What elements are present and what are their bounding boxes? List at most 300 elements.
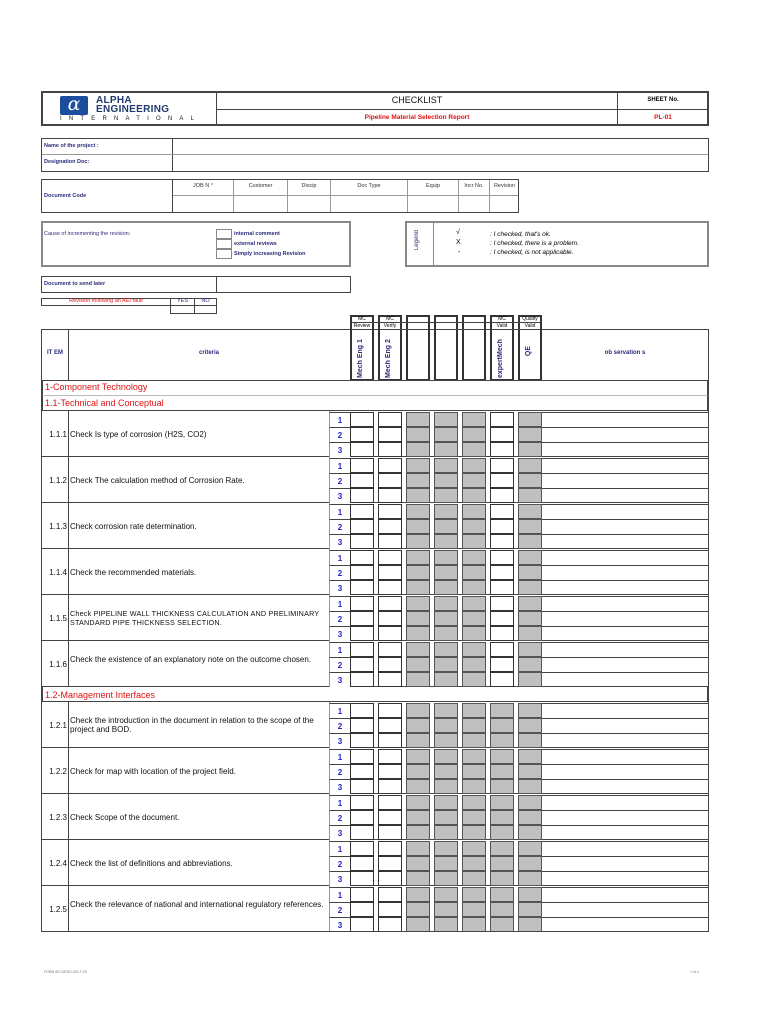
mech-eng2-cell[interactable]	[378, 442, 402, 457]
expert-mech-cell[interactable]	[490, 412, 514, 427]
qe-cell	[518, 442, 542, 457]
blank1-cell	[406, 412, 430, 427]
qe-cell	[518, 596, 542, 611]
observations-cell[interactable]	[542, 611, 708, 626]
blank2-cell	[434, 795, 458, 810]
observations-cell[interactable]	[542, 412, 708, 427]
mech-eng2-cell[interactable]	[378, 795, 402, 810]
observations-cell[interactable]	[542, 733, 708, 748]
blank2-cell	[434, 565, 458, 580]
mech-eng2-cell[interactable]	[378, 519, 402, 534]
expert-mech-cell[interactable]	[490, 611, 514, 626]
footer-page: 1 of 4	[690, 970, 699, 974]
observations-cell[interactable]	[542, 887, 708, 902]
blank1-cell	[406, 733, 430, 748]
item-criteria: Check corrosion rate determination.	[70, 522, 197, 531]
blank3-cell	[462, 488, 486, 503]
project-name-label: Name of the project :	[44, 143, 99, 149]
mech-eng1-cell[interactable]	[350, 550, 374, 565]
qe-cell	[518, 458, 542, 473]
mech-eng1-cell[interactable]	[350, 427, 374, 442]
mech-eng1-cell[interactable]	[350, 580, 374, 595]
checkbox-internal-comment[interactable]	[216, 229, 232, 239]
col-observations-label: ob servation s	[604, 350, 646, 356]
mech-eng2-cell[interactable]	[378, 488, 402, 503]
blank1-cell	[406, 519, 430, 534]
blank1-cell	[406, 657, 430, 672]
mech-eng2-cell[interactable]	[378, 550, 402, 565]
item-id: 1.2.3	[49, 813, 67, 822]
revision-cause-box	[41, 221, 351, 267]
col-mech-eng1-label: Mech Eng 1	[357, 339, 364, 378]
blank2-cell	[434, 473, 458, 488]
aei-fault-yes-field[interactable]	[171, 306, 194, 313]
blank2-cell	[434, 810, 458, 825]
mech-eng1-cell[interactable]	[350, 519, 374, 534]
mech-eng1-cell[interactable]	[350, 733, 374, 748]
blank1-cell	[406, 795, 430, 810]
observations-cell[interactable]	[542, 565, 708, 580]
observations-cell[interactable]	[542, 856, 708, 871]
mc-valid-top: MC	[498, 316, 506, 322]
blank1-cell	[406, 473, 430, 488]
blank3-cell	[462, 703, 486, 718]
blank3-cell	[462, 672, 486, 687]
expert-mech-cell[interactable]	[490, 642, 514, 657]
observations-cell[interactable]	[542, 841, 708, 856]
expert-mech-cell	[490, 902, 514, 917]
qe-cell	[518, 749, 542, 764]
mech-eng2-cell[interactable]	[378, 626, 402, 641]
project-name-field[interactable]	[173, 139, 708, 154]
observations-cell[interactable]	[542, 810, 708, 825]
mech-eng2-cell[interactable]	[378, 764, 402, 779]
sheet-value: PL-01	[654, 114, 672, 121]
sub-row-number: 2	[329, 718, 350, 733]
mech-eng1-cell[interactable]	[350, 795, 374, 810]
option-simply-increasing: Simply increasing Revision	[234, 251, 306, 257]
blank3-cell	[462, 871, 486, 886]
blank2-cell	[434, 703, 458, 718]
blank3-cell	[462, 565, 486, 580]
checkbox-external-reviews[interactable]	[216, 239, 232, 249]
mech-eng2-cell[interactable]	[378, 427, 402, 442]
blank3-cell	[462, 626, 486, 641]
blank3-cell	[462, 718, 486, 733]
mech-eng2-cell[interactable]	[378, 825, 402, 840]
expert-mech-cell[interactable]	[490, 596, 514, 611]
mech-eng1-cell[interactable]	[350, 856, 374, 871]
observations-cell[interactable]	[542, 580, 708, 595]
blank3-cell	[462, 749, 486, 764]
blank2-cell	[434, 596, 458, 611]
sub-row-number: 2	[329, 764, 350, 779]
checkbox-simply-increasing[interactable]	[216, 249, 232, 259]
mech-eng1-cell[interactable]	[350, 596, 374, 611]
observations-cell[interactable]	[542, 718, 708, 733]
observations-cell[interactable]	[542, 473, 708, 488]
mech-eng1-cell[interactable]	[350, 917, 374, 932]
blank3-cell	[462, 856, 486, 871]
blank2-cell	[434, 825, 458, 840]
mech-eng2-cell[interactable]	[378, 596, 402, 611]
sub-row-number: 3	[329, 580, 350, 595]
doc-code-col-discip: Discip	[301, 183, 317, 189]
mech-eng1-cell[interactable]	[350, 458, 374, 473]
blank3-cell	[462, 550, 486, 565]
blank1-cell	[406, 626, 430, 641]
blank2-cell	[434, 534, 458, 549]
mech-eng1-cell[interactable]	[350, 534, 374, 549]
sub-row-number: 1	[329, 749, 350, 764]
mech-eng2-cell[interactable]	[378, 580, 402, 595]
sub-row-number: 3	[329, 917, 350, 932]
mech-eng2-cell[interactable]	[378, 779, 402, 794]
mech-eng1-cell[interactable]	[350, 718, 374, 733]
col-criteria-label: criteria	[198, 350, 219, 356]
observations-cell[interactable]	[542, 596, 708, 611]
sub-row-number: 1	[329, 642, 350, 657]
mech-eng1-cell[interactable]	[350, 412, 374, 427]
expert-mech-cell[interactable]	[490, 626, 514, 641]
mech-eng2-cell[interactable]	[378, 565, 402, 580]
mech-eng2-cell[interactable]	[378, 412, 402, 427]
mech-eng1-cell[interactable]	[350, 871, 374, 886]
expert-mech-cell[interactable]	[490, 550, 514, 565]
qe-cell	[518, 550, 542, 565]
observations-cell[interactable]	[542, 626, 708, 641]
doc-code-customer-field[interactable]	[234, 196, 287, 212]
blank2-cell	[434, 642, 458, 657]
blank2-cell	[434, 504, 458, 519]
observations-cell[interactable]	[542, 488, 708, 503]
mech-eng1-cell[interactable]	[350, 749, 374, 764]
observations-cell[interactable]	[542, 871, 708, 886]
mc-verify-top: MC	[386, 316, 394, 322]
blank3-cell	[462, 657, 486, 672]
mech-eng1-cell[interactable]	[350, 841, 374, 856]
qe-cell	[518, 917, 542, 932]
qe-cell	[518, 856, 542, 871]
item-id: 1.2.1	[49, 721, 67, 730]
qe-cell	[518, 473, 542, 488]
qe-cell	[518, 412, 542, 427]
item-criteria: Check the introduction in the document in relation to the scope of the project and BOD.	[70, 716, 314, 734]
doc-code-discip-field[interactable]	[288, 196, 330, 212]
sub-row-number: 1	[329, 550, 350, 565]
col-mech-eng2-label: Mech Eng 2	[385, 339, 392, 378]
doc-code-job-field[interactable]	[173, 196, 233, 212]
blank2-cell	[434, 856, 458, 871]
blank1-cell	[406, 810, 430, 825]
blank1-cell	[406, 611, 430, 626]
sub-row-number: 1	[329, 703, 350, 718]
legend-symbol-na: -	[458, 249, 461, 256]
doc-code-col-revision: Revision	[493, 183, 516, 189]
legend-title: Legend	[414, 230, 420, 251]
observations-cell[interactable]	[542, 427, 708, 442]
mech-eng2-cell[interactable]	[378, 703, 402, 718]
aei-fault-no-label: NO	[201, 298, 210, 304]
mech-eng1-cell[interactable]	[350, 488, 374, 503]
blank2-cell	[434, 458, 458, 473]
qe-cell	[518, 764, 542, 779]
footer-form-code: FORM AEI-DESD-001 F-00	[44, 970, 87, 974]
item-id: 1.1.6	[49, 660, 67, 669]
mech-eng1-cell[interactable]	[350, 504, 374, 519]
expert-mech-cell[interactable]	[490, 672, 514, 687]
expert-mech-cell[interactable]	[490, 458, 514, 473]
blank1-cell	[406, 887, 430, 902]
option-external-reviews: external reviews	[234, 241, 277, 247]
expert-mech-cell[interactable]	[490, 565, 514, 580]
blank2-cell	[434, 657, 458, 672]
observations-cell[interactable]	[542, 534, 708, 549]
blank3-cell	[462, 917, 486, 932]
blank3-cell	[462, 442, 486, 457]
blank2-cell	[434, 519, 458, 534]
item-id: 1.2.4	[49, 859, 67, 868]
document-code-label: Document Code	[44, 193, 87, 199]
mech-eng2-cell[interactable]	[378, 733, 402, 748]
logo-line3: INTERNATIONAL	[60, 116, 202, 122]
expert-mech-cell[interactable]	[490, 534, 514, 549]
expert-mech-cell	[490, 825, 514, 840]
mech-eng2-cell[interactable]	[378, 718, 402, 733]
sub-row-number: 3	[329, 442, 350, 457]
observations-cell[interactable]	[542, 672, 708, 687]
blank1-cell	[406, 672, 430, 687]
expert-mech-cell[interactable]	[490, 519, 514, 534]
legend-text-na: : I checked, is not applicable.	[490, 249, 574, 256]
mech-eng2-cell[interactable]	[378, 657, 402, 672]
sub-row-number: 2	[329, 657, 350, 672]
doc-code-col-job: JOB N °	[193, 183, 213, 189]
item-id: 1.1.2	[49, 476, 67, 485]
mech-eng1-cell[interactable]	[350, 611, 374, 626]
item-criteria: Check The calculation method of Corrosion Rate.	[70, 476, 245, 485]
qe-cell	[518, 703, 542, 718]
aei-fault-yes-label: YES	[176, 298, 188, 304]
mech-eng2-cell[interactable]	[378, 841, 402, 856]
observations-cell[interactable]	[542, 504, 708, 519]
observations-cell[interactable]	[542, 550, 708, 565]
expert-mech-cell	[490, 779, 514, 794]
sub-row-number: 2	[329, 856, 350, 871]
blank1-cell	[406, 458, 430, 473]
mech-eng2-cell[interactable]	[378, 902, 402, 917]
blank3-cell	[462, 427, 486, 442]
observations-cell[interactable]	[542, 442, 708, 457]
mech-eng2-cell[interactable]	[378, 749, 402, 764]
qe-cell	[518, 504, 542, 519]
sheet-label: SHEET No.	[647, 97, 679, 103]
observations-cell[interactable]	[542, 703, 708, 718]
logo-line1: ALPHA	[96, 95, 132, 106]
expert-mech-cell[interactable]	[490, 580, 514, 595]
expert-mech-cell[interactable]	[490, 488, 514, 503]
qe-cell	[518, 611, 542, 626]
blank3-cell	[462, 596, 486, 611]
sub-row-number: 3	[329, 672, 350, 687]
mech-eng2-cell[interactable]	[378, 473, 402, 488]
mech-eng2-cell[interactable]	[378, 504, 402, 519]
mech-eng2-cell[interactable]	[378, 917, 402, 932]
section-component-technology: 1-Component Technology	[42, 380, 708, 396]
blank1-cell	[406, 718, 430, 733]
expert-mech-cell	[490, 764, 514, 779]
sub-row-number: 2	[329, 810, 350, 825]
mech-eng2-cell[interactable]	[378, 871, 402, 886]
expert-mech-cell	[490, 887, 514, 902]
item-criteria: Check PIPELINE WALL THICKNESS CALCULATION AND PRELIMINARY STANDARD PIPE THICKNESS SELECTION.	[70, 609, 320, 627]
observations-cell[interactable]	[542, 764, 708, 779]
blank1-cell	[406, 580, 430, 595]
doc-code-doctype-field[interactable]	[331, 196, 407, 212]
blank2-cell	[434, 902, 458, 917]
mech-eng2-cell[interactable]	[378, 458, 402, 473]
expert-mech-cell[interactable]	[490, 504, 514, 519]
observations-cell[interactable]	[542, 902, 708, 917]
mech-eng1-cell[interactable]	[350, 902, 374, 917]
legend-symbol-problem: X	[456, 239, 461, 246]
doc-code-col-equip: Equip	[425, 183, 441, 189]
qe-cell	[518, 795, 542, 810]
blank1-cell	[406, 596, 430, 611]
observations-cell[interactable]	[542, 917, 708, 932]
mech-eng2-cell[interactable]	[378, 642, 402, 657]
blank3-cell	[462, 504, 486, 519]
mech-eng1-cell[interactable]	[350, 657, 374, 672]
sub-row-number: 3	[329, 825, 350, 840]
mech-eng1-cell[interactable]	[350, 672, 374, 687]
mech-eng1-cell[interactable]	[350, 825, 374, 840]
blank3-cell	[462, 642, 486, 657]
mech-eng2-cell[interactable]	[378, 534, 402, 549]
blank2-cell	[434, 427, 458, 442]
blank2-cell	[434, 488, 458, 503]
item-id: 1.1.1	[49, 430, 67, 439]
mech-eng1-cell[interactable]	[350, 626, 374, 641]
expert-mech-cell[interactable]	[490, 442, 514, 457]
doc-code-revision-field[interactable]	[490, 196, 518, 212]
observations-cell[interactable]	[542, 795, 708, 810]
send-later-field[interactable]	[217, 277, 350, 292]
page-subtitle: Pipeline Material Selection Report	[364, 114, 470, 121]
observations-cell[interactable]	[542, 749, 708, 764]
expert-mech-cell	[490, 856, 514, 871]
blank3-cell	[462, 779, 486, 794]
expert-mech-cell[interactable]	[490, 427, 514, 442]
expert-mech-cell	[490, 871, 514, 886]
qe-cell	[518, 718, 542, 733]
legend-text-ok: : I checked, that's ok.	[490, 231, 551, 238]
blank1-cell	[406, 779, 430, 794]
item-criteria: Check the existence of an explanatory note on the outcome chosen.	[70, 655, 312, 664]
blank2-cell	[434, 672, 458, 687]
qe-cell	[518, 657, 542, 672]
observations-cell[interactable]	[542, 519, 708, 534]
option-internal-comment: internal comment	[234, 231, 280, 237]
expert-mech-cell	[490, 733, 514, 748]
item-id: 1.2.5	[49, 905, 67, 914]
aei-fault-label: Revision following an AEI fault	[69, 298, 143, 304]
logo-alpha-icon: α	[60, 96, 88, 115]
item-criteria: Check the list of definitions and abbreviations.	[70, 859, 233, 868]
sub-row-number: 1	[329, 795, 350, 810]
qe-cell	[518, 626, 542, 641]
blank2-cell	[434, 412, 458, 427]
mech-eng1-cell[interactable]	[350, 565, 374, 580]
blank1-cell	[406, 565, 430, 580]
mech-eng2-cell[interactable]	[378, 856, 402, 871]
blank3-cell	[462, 902, 486, 917]
aei-fault-no-field[interactable]	[195, 306, 216, 313]
mech-eng1-cell[interactable]	[350, 703, 374, 718]
observations-cell[interactable]	[542, 825, 708, 840]
blank2-cell	[434, 764, 458, 779]
blank3-cell	[462, 825, 486, 840]
observations-cell[interactable]	[542, 779, 708, 794]
item-criteria: Check the recommended materials.	[70, 568, 197, 577]
sub-row-number: 3	[329, 733, 350, 748]
blank1-cell	[406, 534, 430, 549]
observations-cell[interactable]	[542, 657, 708, 672]
designation-field[interactable]	[173, 155, 708, 171]
blank1-cell	[406, 902, 430, 917]
blank1-cell	[406, 917, 430, 932]
doc-code-equip-field[interactable]	[408, 196, 458, 212]
expert-mech-cell[interactable]	[490, 657, 514, 672]
send-later-label: Document to send later	[44, 281, 106, 287]
blank1-cell	[406, 550, 430, 565]
qe-cell	[518, 427, 542, 442]
blank2-cell	[434, 718, 458, 733]
sub-row-number: 1	[329, 458, 350, 473]
expert-mech-cell	[490, 703, 514, 718]
item-id: 1.1.3	[49, 522, 67, 531]
blank2-cell	[434, 917, 458, 932]
mech-eng1-cell[interactable]	[350, 642, 374, 657]
blank1-cell	[406, 703, 430, 718]
observations-cell[interactable]	[542, 642, 708, 657]
mech-eng1-cell[interactable]	[350, 473, 374, 488]
expert-mech-cell	[490, 749, 514, 764]
sub-row-number: 2	[329, 611, 350, 626]
sub-row-number: 3	[329, 534, 350, 549]
mech-eng2-cell[interactable]	[378, 887, 402, 902]
mech-eng1-cell[interactable]	[350, 810, 374, 825]
mech-eng1-cell[interactable]	[350, 887, 374, 902]
mech-eng1-cell[interactable]	[350, 442, 374, 457]
blank1-cell	[406, 427, 430, 442]
page-title: CHECKLIST	[391, 95, 443, 105]
item-id: 1.1.4	[49, 568, 67, 577]
sub-row-number: 2	[329, 565, 350, 580]
mech-eng2-cell[interactable]	[378, 810, 402, 825]
expert-mech-cell[interactable]	[490, 473, 514, 488]
quality-bottom: Valid	[524, 323, 536, 329]
doc-code-incr-field[interactable]	[459, 196, 489, 212]
section-management-interfaces: 1.2-Management Interfaces	[42, 686, 708, 702]
qe-cell	[518, 871, 542, 886]
mech-eng1-cell[interactable]	[350, 764, 374, 779]
mech-eng1-cell[interactable]	[350, 779, 374, 794]
blank2-cell	[434, 749, 458, 764]
mech-eng2-cell[interactable]	[378, 672, 402, 687]
mech-eng2-cell[interactable]	[378, 611, 402, 626]
observations-cell[interactable]	[542, 458, 708, 473]
